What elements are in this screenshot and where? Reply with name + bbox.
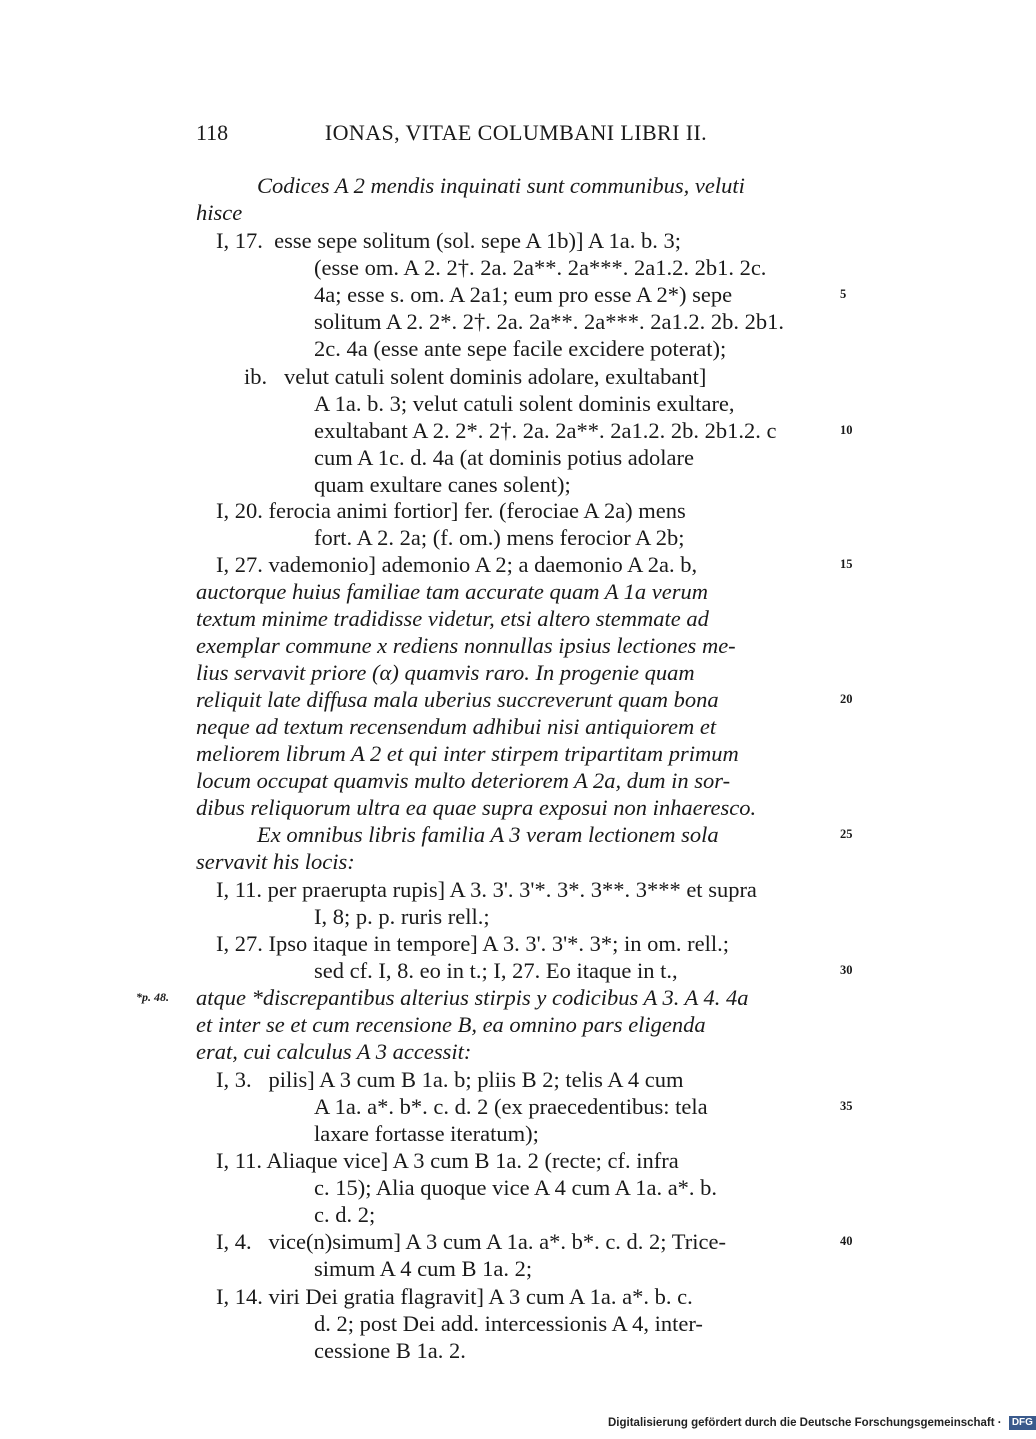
text-line: locum occupat quamvis multo deteriorem A 2a, dum in sor-: [196, 768, 731, 793]
text-line: ib. velut catuli solent dominis adolare, exultabant]: [244, 364, 707, 389]
text-line: sed cf. I, 8. eo in t.; I, 27. Eo itaque in t.,: [314, 958, 678, 983]
page-header: [196, 120, 836, 150]
text-line: I, 27. vademonio] ademonio A 2; a daemonio A 2a. b,: [216, 552, 698, 577]
text-line: servavit his locis:: [196, 849, 355, 874]
text-line: meliorem librum A 2 et qui inter stirpem tripartitam primum: [196, 741, 739, 766]
text-line: c. 15); Alia quoque vice A 4 cum A 1a. a*. b.: [314, 1175, 718, 1200]
text-line: I, 20. ferocia animi fortior] fer. (ferociae A 2a) mens: [216, 498, 686, 523]
text-line: I, 4. vice(n)simum] A 3 cum A 1a. a*. b*. c. d. 2; Trice-: [216, 1229, 726, 1254]
text-line: simum A 4 cum B 1a. 2;: [314, 1256, 533, 1281]
text-line: lius servavit priore (α) quamvis raro. In progenie quam: [196, 660, 695, 685]
text-line: Ex omnibus libris familia A 3 veram lectionem sola: [257, 822, 719, 847]
text-line: I, 11. Aliaque vice] A 3 cum B 1a. 2 (recte; cf. infra: [216, 1148, 679, 1173]
text-line: 2c. 4a (esse ante sepe facile excidere poterat);: [314, 336, 727, 361]
text-line: quam exultare canes solent);: [314, 472, 571, 497]
text-line: textum minime tradidisse videtur, etsi altero stemmate ad: [196, 606, 709, 631]
text-line: hisce: [196, 200, 243, 225]
text-line: exultabant A 2. 2*. 2†. 2a. 2a**. 2a1.2. 2b. 2b1.2. c: [314, 418, 777, 443]
text-line: d. 2; post Dei add. intercessionis A 4, inter-: [314, 1311, 703, 1336]
line-number: 40: [840, 1234, 853, 1248]
text-line: auctorque huius familiae tam accurate quam A 1a verum: [196, 579, 709, 604]
line-number: 10: [840, 423, 853, 437]
running-title: IONAS, VITAE COLUMBANI LIBRI II.: [324, 120, 708, 145]
text-line: et inter se et cum recensione B, ea omnino pars eligenda: [196, 1012, 706, 1037]
text-line: Codices A 2 mendis inquinati sunt communibus, veluti: [257, 173, 745, 198]
margin-page-reference: *p. 48.: [136, 990, 169, 1004]
text-line: 4a; esse s. om. A 2a1; eum pro esse A 2*) sepe: [314, 282, 733, 307]
text-line: reliquit late diffusa mala uberius succreverunt quam bona: [196, 687, 719, 712]
text-line: I, 14. viri Dei gratia flagravit] A 3 cum A 1a. a*. b. c.: [216, 1284, 693, 1309]
text-line: A 1a. a*. b*. c. d. 2 (ex praecedentibus: tela: [314, 1094, 708, 1119]
text-line: laxare fortasse iteratum);: [314, 1121, 539, 1146]
text-line: atque *discrepantibus alterius stirpis y codicibus A 3. A 4. 4a: [196, 985, 749, 1010]
text-line: A 1a. b. 3; velut catuli solent dominis exultare,: [314, 391, 735, 416]
text-line: I, 17. esse sepe solitum (sol. sepe A 1b)] A 1a. b. 3;: [216, 228, 681, 253]
text-line: cessione B 1a. 2.: [314, 1338, 466, 1363]
footer: [608, 1416, 1036, 1430]
dfg-logo: DFG: [1009, 1416, 1036, 1430]
text-line: fort. A 2. 2a; (f. om.) mens ferocior A 2b;: [314, 525, 685, 550]
line-number: 25: [840, 827, 853, 841]
line-number: 20: [840, 692, 853, 706]
text-line: cum A 1c. d. 4a (at dominis potius adolare: [314, 445, 694, 470]
text-line: erat, cui calculus A 3 accessit:: [196, 1039, 472, 1064]
text-line: (esse om. A 2. 2†. 2a. 2a**. 2a***. 2a1.2. 2b1. 2c.: [314, 255, 767, 280]
line-number: 15: [840, 557, 853, 571]
text-line: neque ad textum recensendum adhibui nisi antiquiorem et: [196, 714, 717, 739]
text-line: solitum A 2. 2*. 2†. 2a. 2a**. 2a***. 2a1.2. 2b. 2b1.: [314, 309, 784, 334]
line-number: 35: [840, 1099, 853, 1113]
line-number: 30: [840, 963, 853, 977]
text-line: dibus reliquorum ultra ea quae supra exposui non inhaeresco.: [196, 795, 757, 820]
text-line: I, 8; p. p. ruris rell.;: [314, 904, 490, 929]
text-line: I, 27. Ipso itaque in tempore] A 3. 3'. 3'*. 3*; in om. rell.;: [216, 931, 730, 956]
text-line: I, 3. pilis] A 3 cum B 1a. b; pliis B 2; telis A 4 cum: [216, 1067, 684, 1092]
line-number: 5: [840, 287, 847, 301]
text-line: I, 11. per praerupta rupis] A 3. 3'. 3'*. 3*. 3**. 3*** et supra: [216, 877, 757, 902]
text-line: exemplar commune x rediens nonnullas ipsius lectiones me-: [196, 633, 736, 658]
funding-credit: Digitalisierung gefördert durch die Deutsche Forschungsgemeinschaft ·: [608, 1417, 1002, 1430]
page-number: 118: [196, 120, 229, 145]
text-line: c. d. 2;: [314, 1202, 376, 1227]
